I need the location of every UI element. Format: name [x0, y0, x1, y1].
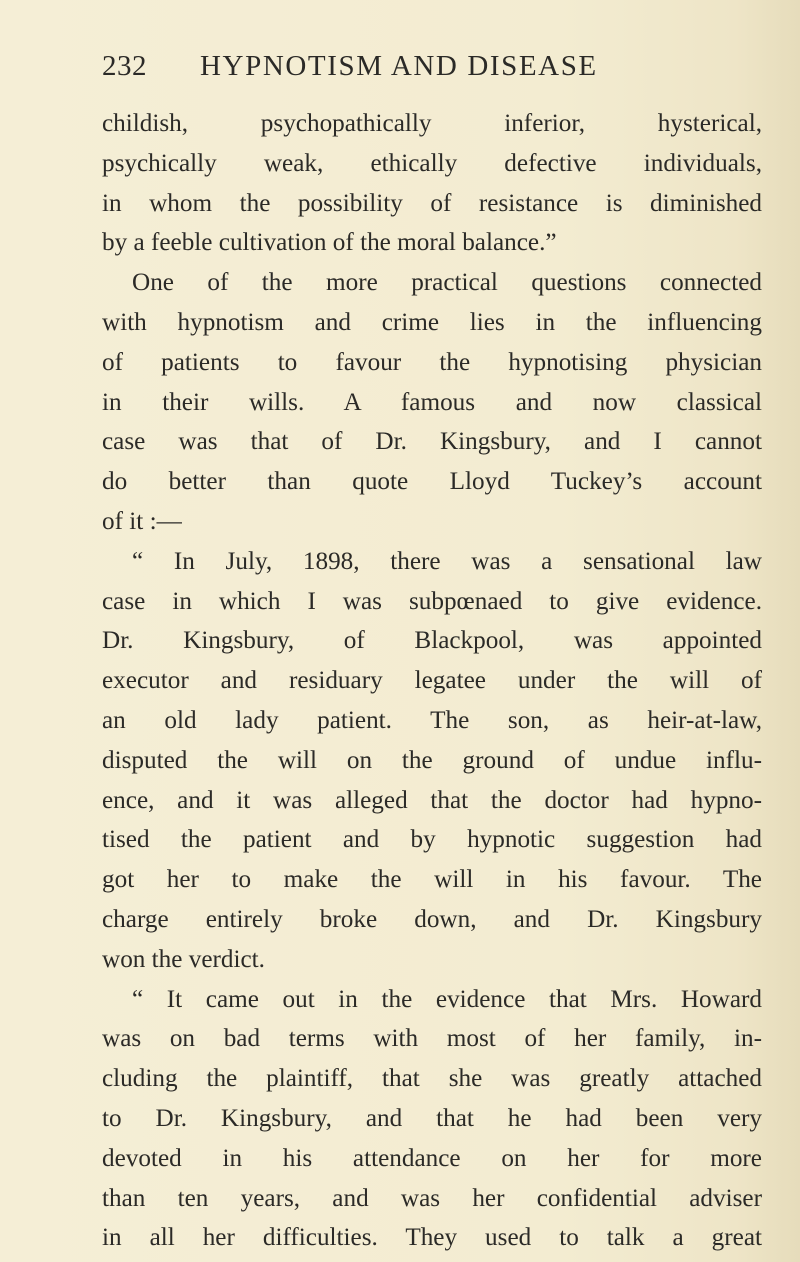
text-line: tised the patient and by hypnotic suggestion had	[102, 826, 762, 854]
body-text	[102, 104, 762, 1258]
text-line: psychically weak, ethically defective individuals,	[102, 149, 762, 177]
text-line: by a feeble cultivation of the moral balance.”	[102, 229, 557, 257]
running-head: HYPNOTISM AND DISEASE	[200, 50, 598, 82]
page-number: 232	[102, 50, 147, 82]
text-line: charge entirely broke down, and Dr. Kingsbury	[102, 905, 762, 933]
text-line: devoted in his attendance on her for more	[102, 1144, 762, 1172]
text-line: in whom the possibility of resistance is diminished	[102, 189, 762, 217]
text-line: to Dr. Kingsbury, and that he had been very	[102, 1104, 762, 1132]
text-line: One of the more practical questions connected	[132, 269, 762, 297]
text-line: executor and residuary legatee under the will of	[102, 667, 762, 695]
text-line: cluding the plaintiff, that she was greatly attached	[102, 1065, 762, 1093]
text-line: in all her difficulties. They used to talk a great	[102, 1224, 762, 1252]
text-line: won the verdict.	[102, 945, 265, 973]
text-line: with hypnotism and crime lies in the influencing	[102, 308, 762, 336]
text-line: of patients to favour the hypnotising physician	[102, 348, 762, 376]
page-header	[102, 50, 762, 90]
text-line: an old lady patient. The son, as heir-at-law,	[102, 706, 762, 734]
text-line: disputed the will on the ground of undue influ-	[102, 746, 762, 774]
text-line: ence, and it was alleged that the doctor had hypno-	[102, 786, 762, 814]
text-line: case was that of Dr. Kingsbury, and I cannot	[102, 428, 762, 456]
text-line: “ It came out in the evidence that Mrs. Howard	[132, 985, 762, 1013]
text-line: in their wills. A famous and now classical	[102, 388, 762, 416]
text-line: than ten years, and was her confidential adviser	[102, 1184, 762, 1212]
text-line: got her to make the will in his favour. The	[102, 866, 762, 894]
text-line: childish, psychopathically inferior, hysterical,	[102, 110, 762, 137]
text-line: of it :—	[102, 507, 182, 535]
text-line: was on bad terms with most of her family, in-	[102, 1025, 762, 1053]
text-line: Dr. Kingsbury, of Blackpool, was appointed	[102, 627, 762, 655]
text-line: do better than quote Lloyd Tuckey’s account	[102, 468, 762, 496]
text-line: case in which I was subpœnaed to give evidence.	[102, 587, 762, 615]
text-line: “ In July, 1898, there was a sensational law	[132, 547, 762, 575]
